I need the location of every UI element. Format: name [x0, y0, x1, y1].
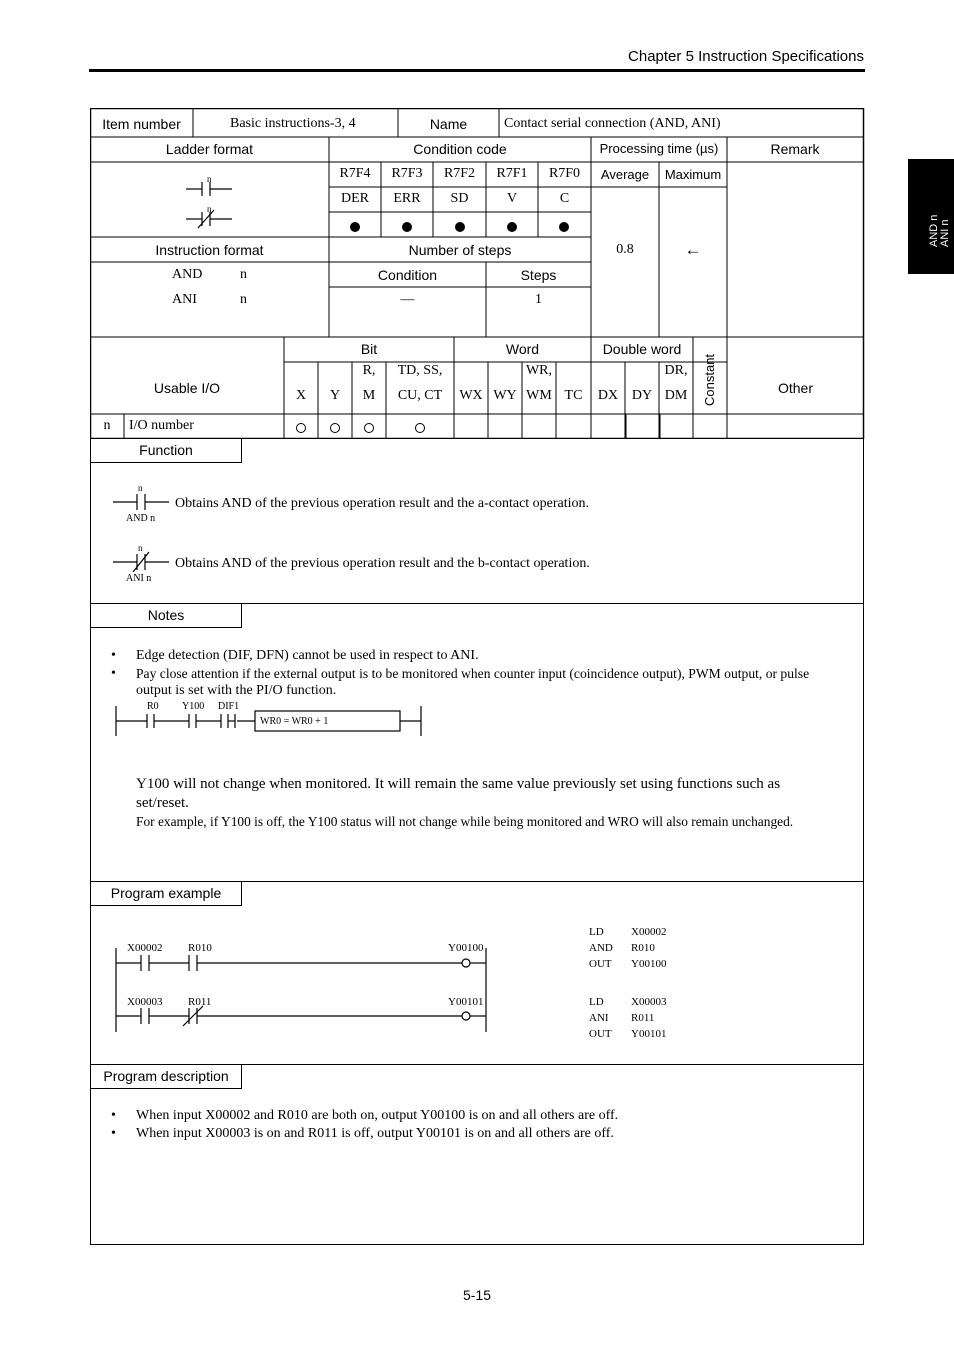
mnemonic1-op2: AND [589, 942, 613, 954]
ladder-n2: n [207, 204, 212, 214]
rung1-contact1: X00002 [127, 942, 163, 954]
function-and-n: n [138, 483, 143, 493]
constant-label: Constant [702, 353, 717, 406]
rung2-contact1: X00003 [127, 996, 163, 1008]
mnemonic1-arg1: X00002 [631, 926, 667, 938]
notes-diagram-r0: R0 [147, 701, 159, 712]
col-dy: DY [631, 388, 653, 403]
notes-label: Notes [91, 604, 242, 628]
rung2-coil: Y00101 [448, 996, 484, 1008]
mnemonic2-op2: ANI [589, 1012, 609, 1024]
code-r7f3: R7F3 [391, 166, 423, 181]
flag-dot-c [559, 219, 569, 237]
usable-io-label: Usable I/O [153, 380, 221, 396]
col-x: X [295, 388, 307, 403]
program-ladder-diagram [111, 948, 491, 1032]
function-ani-caption: ANI n [126, 573, 152, 584]
item-number-value-txt: Basic instructions-3, 4 [230, 116, 356, 131]
program-description-label: Program description [91, 1065, 242, 1089]
mnemonic1-op3: OUT [589, 958, 612, 970]
flag-c: C [559, 191, 570, 206]
side-tab-line1: AND n [928, 214, 940, 247]
maximum-label: Maximum [664, 167, 722, 182]
notes-bullet2-cont: output is set with the PI/O function. [136, 683, 337, 698]
col-wr1: WR, [525, 363, 553, 378]
function-and-text: Obtains AND of the previous operation result and the a-contact operation. [175, 496, 590, 511]
flag-v: V [506, 191, 518, 206]
item-number-label-txt: Item number [102, 116, 181, 132]
desc-bullet1-marker: • [111, 1108, 116, 1123]
function-label: Function [91, 439, 242, 463]
notes-diagram-box: WR0 = WR0 + 1 [260, 716, 329, 727]
col-tc: TC [564, 388, 583, 403]
mnemonic1-op1: LD [589, 926, 604, 938]
col-wy: WY [493, 388, 517, 403]
usable-td-circle [415, 420, 425, 438]
notes-para-line3: For example, if Y100 is off, the Y100 status will not change while being monitored and WRO will also remain unchanged. [136, 814, 794, 829]
name-label-txt: Name [429, 116, 468, 132]
notes-diagram-y100: Y100 [182, 701, 205, 712]
steps-value: 1 [535, 292, 542, 307]
col-wx: WX [459, 388, 483, 403]
col-dx: DX [597, 388, 619, 403]
program-example-label: Program example [91, 882, 242, 906]
code-r7f0: R7F0 [548, 166, 581, 181]
function-and-caption: AND n [126, 513, 156, 524]
notes-para-line2: set/reset. [136, 795, 189, 811]
word-label: Word [505, 341, 540, 357]
col-wr2: WM [526, 388, 552, 403]
side-tab-line2: ANI n [939, 219, 951, 247]
mnemonic2-arg2: R011 [631, 1012, 655, 1024]
col-dr2: DM [664, 388, 688, 403]
condition-label: Condition [377, 267, 438, 283]
flag-dot-v [507, 219, 517, 237]
ladder-format-label-txt: Ladder format [165, 141, 254, 157]
instruction-format-label: Instruction format [155, 242, 264, 258]
function-ani-n: n [138, 543, 143, 553]
code-r7f2: R7F2 [443, 166, 476, 181]
notes-diagram-dif1: DIF1 [218, 701, 240, 712]
instr1-arg: n [240, 267, 247, 282]
name-value-txt: Contact serial connection (AND, ANI) [504, 116, 721, 131]
instr2-op: ANI [172, 292, 197, 307]
average-value: 0.8 [616, 242, 634, 257]
code-r7f4: R7F4 [339, 166, 371, 181]
col-r1: R, [362, 363, 376, 378]
usable-r-circle [364, 420, 374, 438]
desc-bullet2-marker: • [111, 1126, 116, 1141]
row-io-number: I/O number [129, 418, 194, 433]
rung2-contact2: R011 [188, 996, 212, 1008]
mnemonic2-arg3: Y00101 [631, 1028, 667, 1040]
flag-dot-err [402, 219, 412, 237]
processing-time-label-txt: Processing time (µs) [599, 141, 719, 156]
condition-value: — [400, 292, 415, 307]
remark-label-txt: Remark [770, 141, 820, 157]
rung1-contact2: R010 [188, 942, 212, 954]
sections-box [90, 438, 864, 1245]
desc-bullet2: When input X00003 is on and R011 is off, output Y00101 is on and all others are off. [136, 1126, 614, 1141]
rung1-coil: Y00100 [448, 942, 484, 954]
other-label: Other [777, 380, 813, 396]
col-dr1: DR, [664, 363, 688, 378]
mnemonic2-op1: LD [589, 996, 604, 1008]
average-label: Average [600, 167, 650, 182]
flag-der: DER [341, 191, 369, 206]
function-ani-text: Obtains AND of the previous operation result and the b-contact operation. [175, 556, 590, 571]
desc-bullet1: When input X00002 and R010 are both on, output Y00100 is on and all others are off. [136, 1108, 619, 1123]
maximum-value: ← [684, 240, 702, 259]
number-of-steps-label: Number of steps [408, 242, 512, 258]
mnemonic1-arg3: Y00100 [631, 958, 667, 970]
flag-dot-sd [455, 219, 465, 237]
instr1-op: AND [172, 267, 203, 282]
condition-code-label-txt: Condition code [413, 141, 507, 157]
col-y: Y [329, 388, 341, 403]
col-td1: TD, SS, [397, 363, 443, 378]
notes-bullet1: Edge detection (DIF, DFN) cannot be used in respect to ANI. [136, 648, 479, 663]
header-rule [89, 69, 865, 72]
ladder-n1: n [207, 174, 212, 184]
double-word-label: Double word [602, 341, 682, 357]
side-tab [908, 159, 954, 274]
flag-err: ERR [393, 191, 421, 206]
row-n: n [103, 418, 111, 433]
notes-bullet2: Pay close attention if the external output is to be monitored when counter input (coincidence output), PWM output, or pulse [136, 666, 810, 681]
usable-y-circle [330, 420, 340, 438]
usable-x-circle [296, 420, 306, 438]
notes-bullet2-marker: • [111, 666, 116, 681]
steps-label: Steps [520, 267, 557, 283]
flag-sd: SD [450, 191, 469, 206]
col-td2: CU, CT [397, 388, 443, 403]
instr2-arg: n [240, 292, 247, 307]
col-r2: M [362, 388, 376, 403]
spec-text [90, 108, 865, 439]
mnemonic2-arg1: X00003 [631, 996, 667, 1008]
notes-para-line1: Y100 will not change when monitored. It will remain the same value previously set using functions such as [136, 776, 781, 792]
chapter-title: Chapter 5 Instruction Specifications [628, 48, 864, 65]
flag-dot-der [350, 219, 360, 237]
mnemonic1-arg2: R010 [631, 942, 655, 954]
page-number: 5-15 [462, 1287, 492, 1303]
notes-bullet1-marker: • [111, 648, 116, 663]
bit-label: Bit [360, 341, 378, 357]
mnemonic2-op3: OUT [589, 1028, 612, 1040]
code-r7f1: R7F1 [496, 166, 528, 181]
